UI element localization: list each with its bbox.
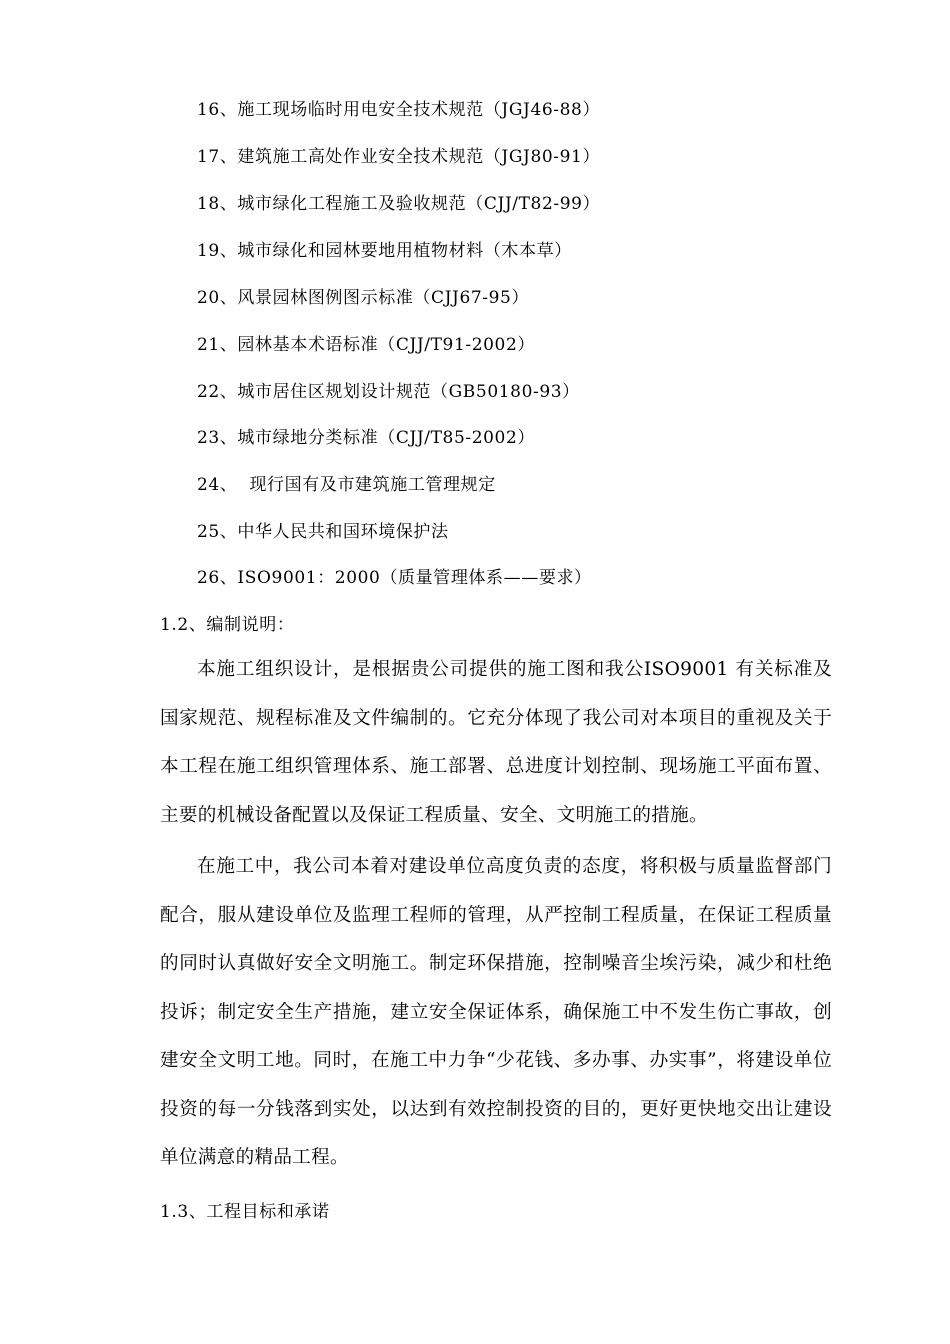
reference-item-17: 17、建筑施工高处作业安全技术规范（JGJ80-91）: [197, 147, 601, 167]
reference-item-23: 23、城市绿地分类标准（CJJ/T85-2002）: [197, 428, 535, 448]
reference-item-19: 19、城市绿化和园林要地用植物材料（木本草）: [197, 241, 572, 261]
reference-item-26: 26、ISO9001：2000（质量管理体系——要求）: [197, 568, 592, 588]
reference-item-20: 20、风景园林图例图示标准（CJJ67-95）: [197, 288, 530, 308]
section-heading-1-2: 1.2、编制说明：: [160, 615, 295, 635]
reference-item-22: 22、城市居住区规划设计规范（GB50180-93）: [197, 382, 580, 402]
reference-item-24: 24、 现行国有及市建筑施工管理规定: [197, 475, 496, 495]
reference-item-18: 18、城市绿化工程施工及验收规范（CJJ/T82-99）: [197, 194, 601, 214]
reference-item-16: 16、施工现场临时用电安全技术规范（JGJ46-88）: [197, 100, 601, 120]
paragraph-compilation-basis: 本施工组织设计，是根据贵公司提供的施工图和我公ISO9001 有关标准及国家规范、规程标准及文件编制的。它充分体现了我公司对本项目的重视及关于本工程在施工组织管理体系、施工部署、总进度计划控制、现场施工平面布置、主要的机械设备配置以及保证工程质量、安全、文明施工的措施。: [160, 659, 832, 826]
reference-item-21: 21、园林基本术语标准（CJJ/T91-2002）: [197, 335, 535, 355]
reference-item-25: 25、中华人民共和国环境保护法: [197, 522, 449, 542]
paragraph-construction-commitment: 在施工中，我公司本着对建设单位高度负责的态度，将积极与质量监督部门配合，服从建设单位及监理工程师的管理，从严控制工程质量，在保证工程质量的同时认真做好安全文明施工。制定环保措施，控制噪音尘埃污染，减少和杜绝投诉；制定安全生产措施，建立安全保证体系，确保施工中不发生伤亡事故，创建安全文明工地。同时，在施工中力争“少花钱、多办事、办实事”，将建设单位投资的每一分钱落到实处，以达到有效控制投资的目的，更好更快地交出让建设单位满意的精品工程。: [160, 856, 832, 1168]
section-heading-1-3: 1.3、工程目标和承诺: [160, 1202, 330, 1222]
